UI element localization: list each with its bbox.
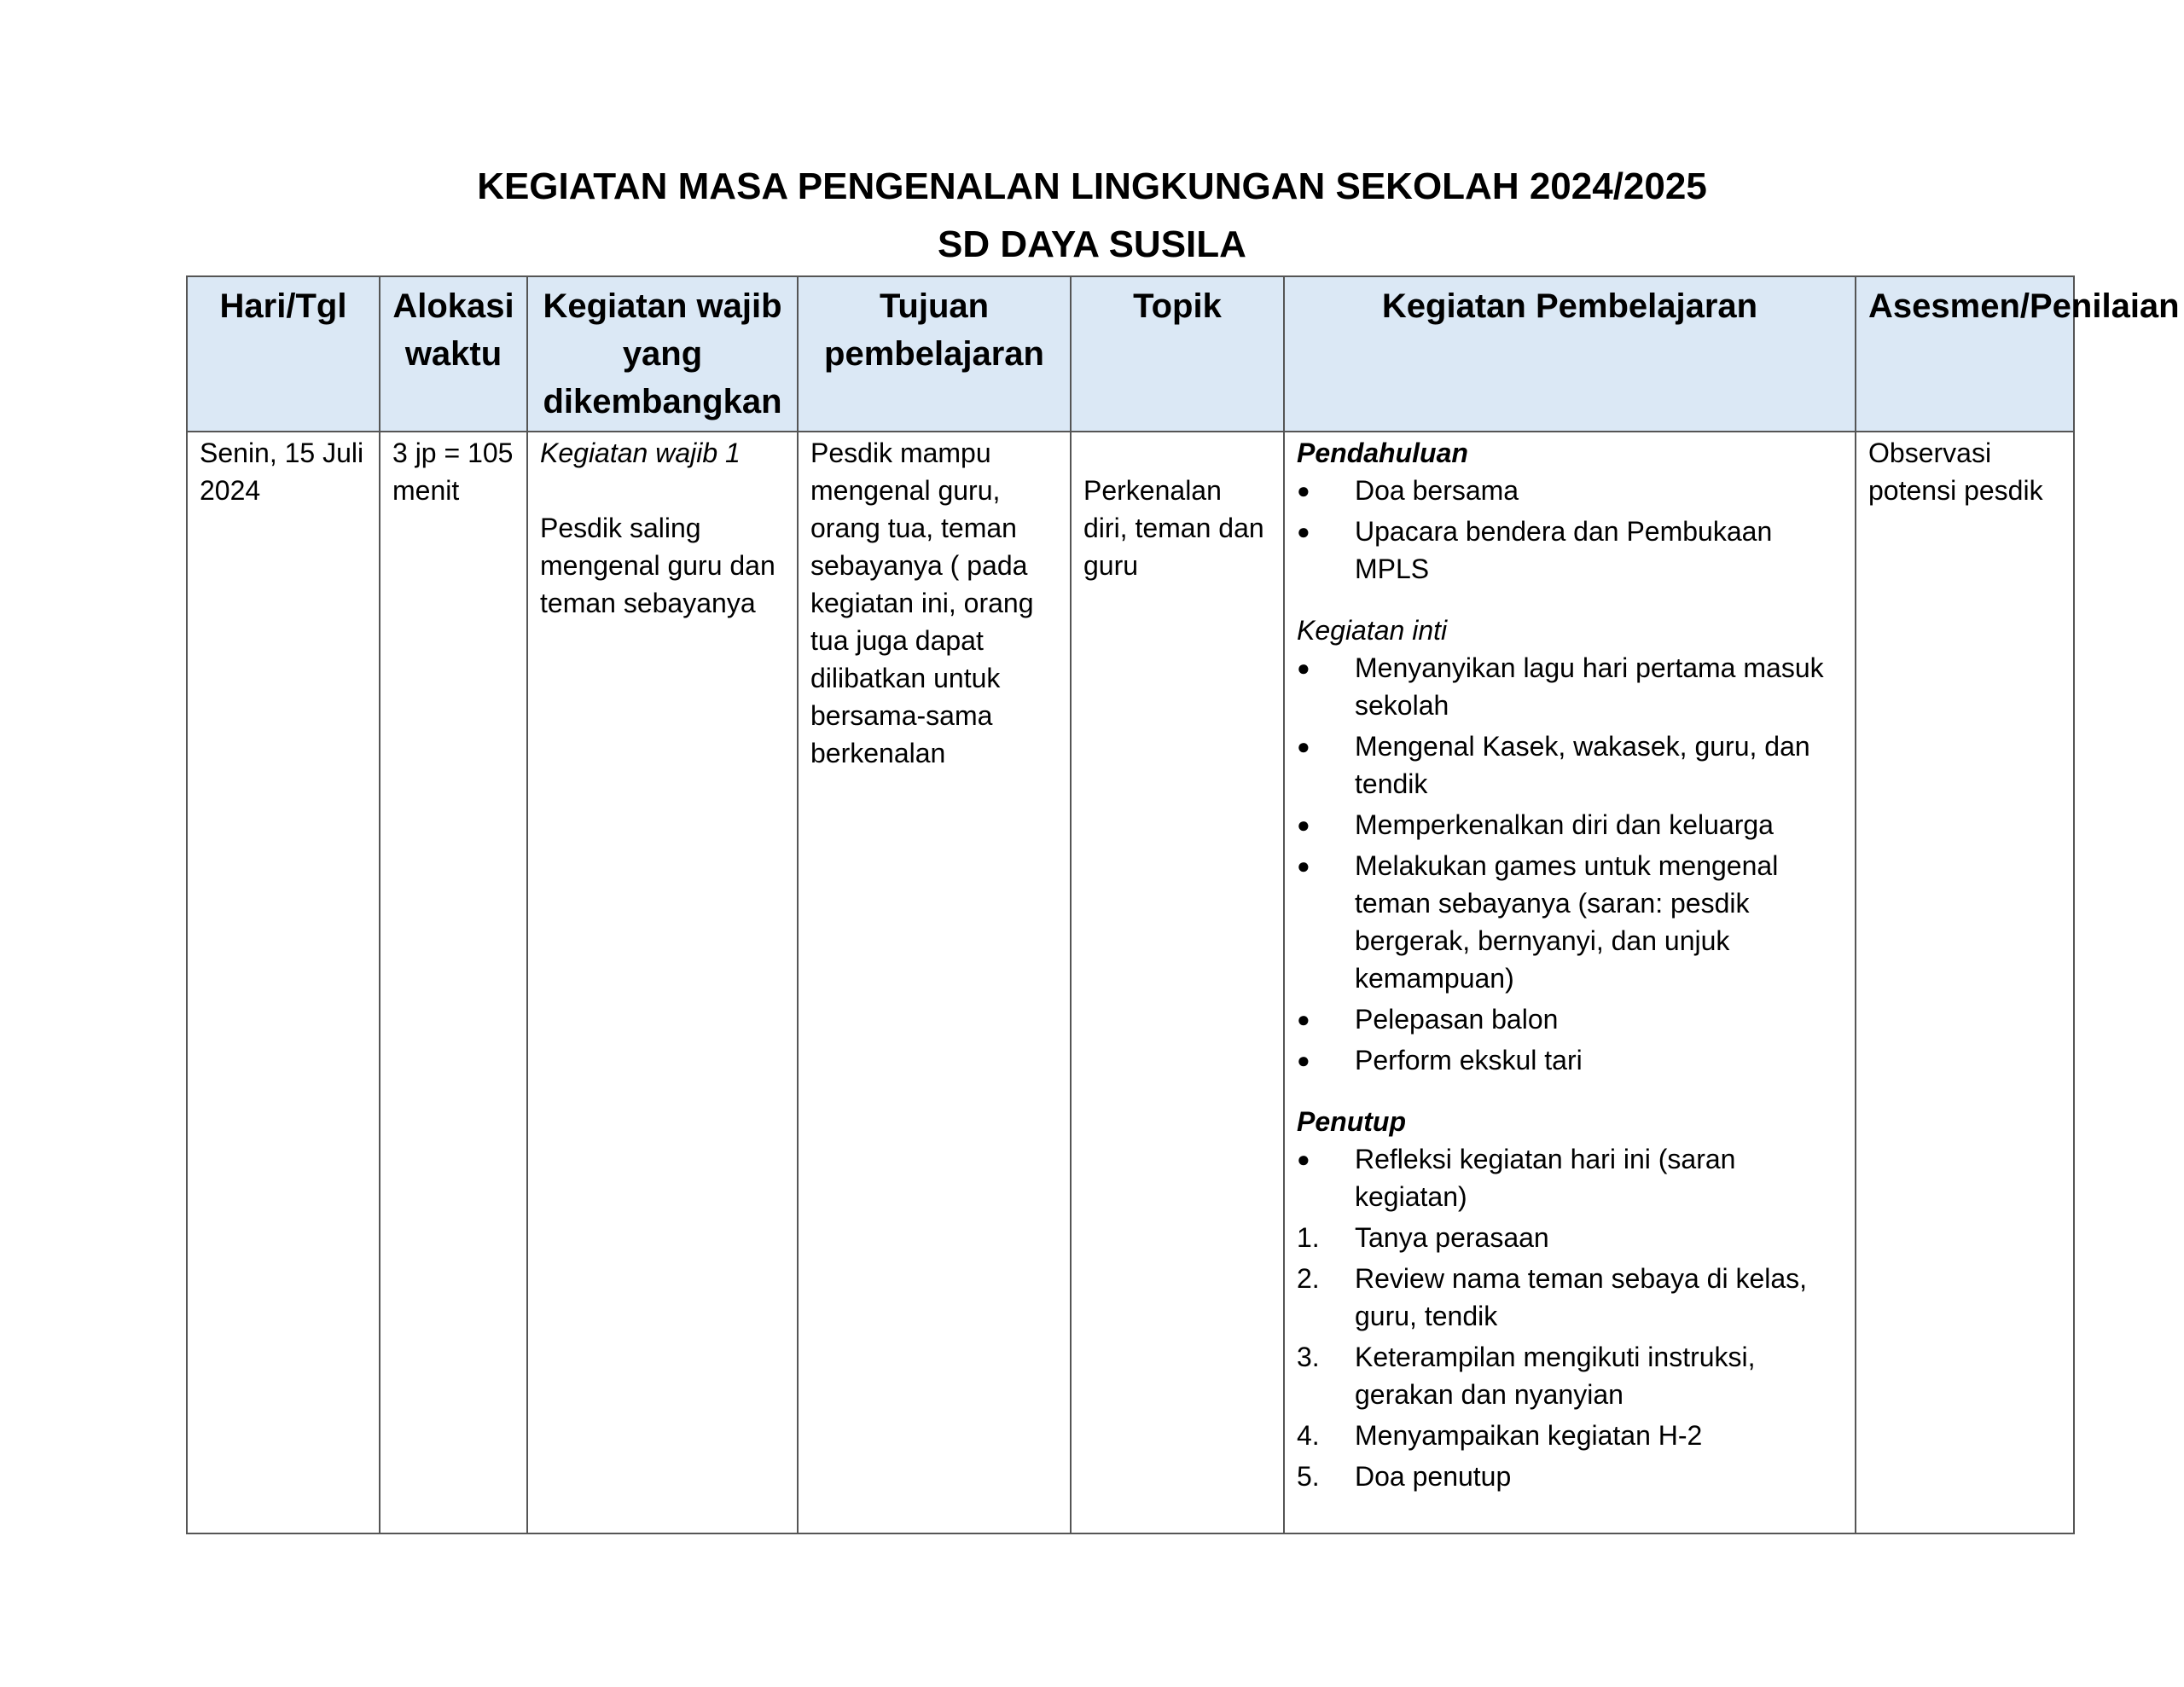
list-item: ● Refleksi kegiatan hari ini (saran kegiatan) xyxy=(1297,1140,1843,1215)
list-item: ● Perform ekskul tari xyxy=(1297,1041,1843,1079)
title-line-1: KEGIATAN MASA PENGENALAN LINGKUNGAN SEKOLAH 2024/2025 xyxy=(477,165,1707,207)
bullet-icon: ● xyxy=(1297,655,1310,681)
bullet-icon: ● xyxy=(1297,478,1310,503)
header-topik: Topik xyxy=(1071,276,1284,432)
title-line-2: SD DAYA SUSILA xyxy=(938,223,1246,265)
table-header-row xyxy=(187,276,2074,432)
list-item: ● Melakukan games untuk mengenal teman sebayanya (saran: pesdik bergerak, bernyanyi, dan unjuk kemampuan) xyxy=(1297,847,1843,997)
topik-text: Perkenalan diri, teman dan guru xyxy=(1083,475,1264,581)
header-kegiatan-pembelajaran: Kegiatan Pembelajaran xyxy=(1284,276,1856,432)
bullet-icon: ● xyxy=(1297,519,1310,544)
header-hari-tgl: Hari/Tgl xyxy=(187,276,380,432)
spacer xyxy=(540,472,785,509)
cell-topik xyxy=(1071,432,1284,1533)
list-item: ● Doa bersama xyxy=(1297,472,1843,509)
kegiatan-inti-list xyxy=(1297,649,1843,1079)
penutup-numbered-list xyxy=(1297,1219,1843,1495)
penutup-heading: Penutup xyxy=(1297,1106,1406,1137)
section-pendahuluan xyxy=(1297,434,1843,588)
cell-kegiatan-wajib xyxy=(527,432,798,1533)
bullet-icon: ● xyxy=(1297,1047,1310,1073)
kegiatan-inti-heading: Kegiatan inti xyxy=(1297,615,1448,646)
bullet-icon: ● xyxy=(1297,812,1310,838)
header-tujuan-pembelajaran: Tujuan pembelajaran xyxy=(798,276,1071,432)
list-item: 2. Review nama teman sebaya di kelas, guru, tendik xyxy=(1297,1263,1808,1331)
cell-alokasi-waktu: 3 jp = 105 menit xyxy=(380,432,527,1533)
bullet-icon: ● xyxy=(1297,1146,1310,1172)
kegiatan-wajib-desc: Pesdik saling mengenal guru dan teman sebayanya xyxy=(540,513,775,618)
list-item: ● Memperkenalkan diri dan keluarga xyxy=(1297,806,1843,844)
list-item: ● Upacara bendera dan Pembukaan MPLS xyxy=(1297,513,1843,588)
list-item: ● Menyanyikan lagu hari pertama masuk sekolah xyxy=(1297,649,1843,724)
pendahuluan-list xyxy=(1297,472,1843,588)
cell-kegiatan-pembelajaran xyxy=(1284,432,1856,1533)
document-title xyxy=(0,158,2184,274)
table-row xyxy=(187,432,2074,1533)
header-asesmen: Asesmen/Penilaian xyxy=(1856,276,2074,432)
list-item: ● Mengenal Kasek, wakasek, guru, dan tendik xyxy=(1297,728,1843,803)
bullet-icon: ● xyxy=(1297,853,1310,878)
bullet-icon: ● xyxy=(1297,733,1310,759)
section-kegiatan-inti xyxy=(1297,612,1843,1079)
header-alokasi-waktu: Alokasi waktu xyxy=(380,276,527,432)
list-item: 1. Tanya perasaan xyxy=(1297,1222,1549,1253)
penutup-bullet-list xyxy=(1297,1140,1843,1215)
mpls-schedule-table xyxy=(186,275,2180,1534)
kegiatan-wajib-title: Kegiatan wajib 1 xyxy=(540,438,741,468)
list-item: 5. Doa penutup xyxy=(1297,1461,1512,1492)
cell-hari-tgl: Senin, 15 Juli 2024 xyxy=(187,432,380,1533)
cell-tujuan-pembelajaran: Pesdik mampu mengenal guru, orang tua, teman sebayanya ( pada kegiatan ini, orang tua juga dapat dilibatkan untuk bersama-sama berkenalan xyxy=(798,432,1071,1533)
bullet-icon: ● xyxy=(1297,1006,1310,1032)
list-item: ● Pelepasan balon xyxy=(1297,1000,1843,1038)
cell-asesmen: Observasi potensi pesdik xyxy=(1856,432,2074,1533)
pendahuluan-heading: Pendahuluan xyxy=(1297,438,1468,468)
list-item: 3. Keterampilan mengikuti instruksi, gerakan dan nyanyian xyxy=(1297,1342,1756,1410)
section-penutup xyxy=(1297,1103,1843,1495)
list-item: 4. Menyampaikan kegiatan H-2 xyxy=(1297,1420,1703,1451)
header-kegiatan-wajib: Kegiatan wajib yang dikembangkan xyxy=(527,276,798,432)
